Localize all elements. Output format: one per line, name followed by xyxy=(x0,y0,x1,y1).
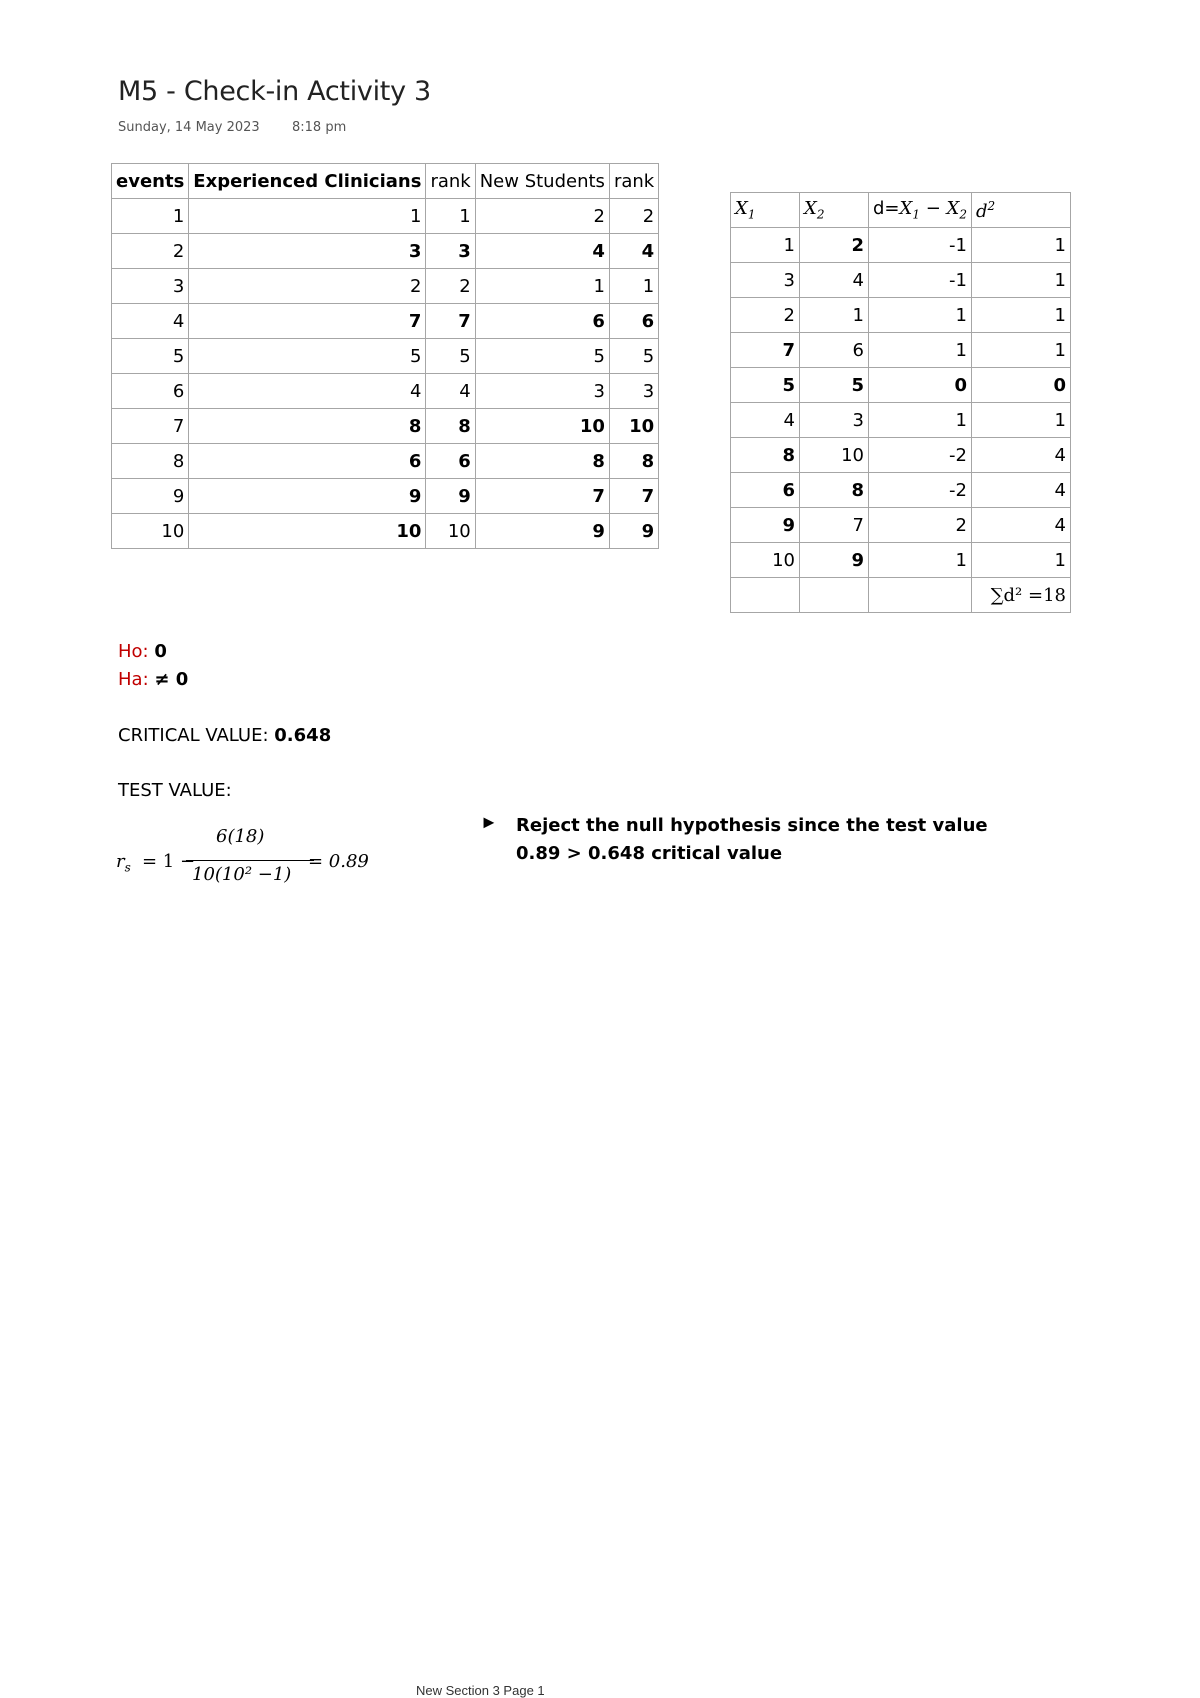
col-d: $d=X_1 - X_2$ xyxy=(869,193,972,228)
rank-table-cell: 10 xyxy=(475,409,609,444)
sum-row xyxy=(731,578,1071,613)
rank-table-cell: 4 xyxy=(112,304,189,339)
rank-table-cell: 2 xyxy=(475,199,609,234)
difference-table-row xyxy=(731,263,1071,298)
rank-table-cell: 7 xyxy=(112,409,189,444)
rank-table-cell: 3 xyxy=(112,269,189,304)
rank-table-cell: 8 xyxy=(475,444,609,479)
rank-table-row xyxy=(112,479,659,514)
formula-numerator: 6(18) xyxy=(216,826,265,847)
rank-table-row xyxy=(112,444,659,479)
rank-table-cell: 8 xyxy=(189,409,426,444)
difference-table-cell: 3 xyxy=(800,403,869,438)
difference-table-cell: 7 xyxy=(731,333,800,368)
difference-table-cell: 3 xyxy=(731,263,800,298)
rank-table-cell: 8 xyxy=(609,444,658,479)
rank-table-cell: 8 xyxy=(426,409,475,444)
sum-empty-2 xyxy=(800,578,869,613)
rank-table-cell: 7 xyxy=(189,304,426,339)
rank-table-cell: 2 xyxy=(112,234,189,269)
conclusion xyxy=(516,812,988,868)
ha-line xyxy=(118,669,188,690)
difference-table-cell: 1 xyxy=(971,263,1070,298)
critical-value-label: CRITICAL VALUE: xyxy=(118,725,269,746)
ha-value: ≠ 0 xyxy=(154,669,189,690)
rank-table-cell: 10 xyxy=(426,514,475,549)
col-x2: $X_2$ xyxy=(800,193,869,228)
difference-table-cell: 1 xyxy=(800,298,869,333)
rank-table-row xyxy=(112,304,659,339)
difference-table-row xyxy=(731,298,1071,333)
difference-table-cell: -1 xyxy=(869,263,972,298)
critical-value-line xyxy=(118,725,331,746)
difference-table-cell: 5 xyxy=(800,368,869,403)
difference-table-cell: 4 xyxy=(800,263,869,298)
ho-line xyxy=(118,641,167,662)
rank-table-row xyxy=(112,339,659,374)
rank-table-cell: 3 xyxy=(609,374,658,409)
difference-table-cell: 4 xyxy=(971,473,1070,508)
difference-table-cell: 6 xyxy=(731,473,800,508)
rank-table-cell: 4 xyxy=(609,234,658,269)
rank-table-row xyxy=(112,234,659,269)
difference-table-row xyxy=(731,228,1071,263)
formula-rs: $r_s$ xyxy=(116,851,131,875)
difference-table-row xyxy=(731,473,1071,508)
conclusion-line-1: Reject the null hypothesis since the test value xyxy=(516,815,988,836)
rank-table-row xyxy=(112,514,659,549)
conclusion-line-2: 0.89 > 0.648 critical value xyxy=(516,843,783,864)
col-x1: $X_1$ xyxy=(731,193,800,228)
rank-table-cell: 7 xyxy=(475,479,609,514)
difference-table-cell: 9 xyxy=(800,543,869,578)
col-experienced-clinicians: Experienced Clinicians xyxy=(189,164,426,199)
rank-table-cell: 9 xyxy=(112,479,189,514)
rank-table-row xyxy=(112,269,659,304)
rank-table-cell: 1 xyxy=(609,269,658,304)
rank-table-cell: 6 xyxy=(112,374,189,409)
difference-table-cell: 1 xyxy=(971,333,1070,368)
spearman-formula xyxy=(116,826,376,896)
difference-table-cell: 1 xyxy=(869,403,972,438)
rank-table-cell: 6 xyxy=(426,444,475,479)
critical-value: 0.648 xyxy=(274,725,332,746)
ho-label: Ho: xyxy=(118,641,149,662)
difference-table-row xyxy=(731,333,1071,368)
difference-table-cell: 0 xyxy=(869,368,972,403)
rank-table-cell: 6 xyxy=(609,304,658,339)
difference-table-cell: 1 xyxy=(971,543,1070,578)
difference-table-cell: 5 xyxy=(731,368,800,403)
difference-table-row xyxy=(731,368,1071,403)
difference-table-cell: 2 xyxy=(869,508,972,543)
difference-table-cell: 8 xyxy=(731,438,800,473)
difference-table-cell: 2 xyxy=(800,228,869,263)
rank-table-cell: 6 xyxy=(189,444,426,479)
difference-table-cell: 1 xyxy=(869,543,972,578)
rank-table-cell: 7 xyxy=(426,304,475,339)
rank-table-row xyxy=(112,374,659,409)
difference-table-cell: 7 xyxy=(800,508,869,543)
col-new-students: New Students xyxy=(475,164,609,199)
difference-table-cell: 4 xyxy=(971,508,1070,543)
difference-table-cell: 10 xyxy=(731,543,800,578)
difference-table-cell: 10 xyxy=(800,438,869,473)
sum-empty-1 xyxy=(731,578,800,613)
rank-table-cell: 9 xyxy=(189,479,426,514)
difference-table xyxy=(730,192,1071,613)
rank-table-cell: 9 xyxy=(475,514,609,549)
rank-table-cell: 5 xyxy=(475,339,609,374)
rank-table-cell: 10 xyxy=(609,409,658,444)
formula-denominator: 10(10² −1) xyxy=(192,864,292,885)
page-title: M5 - Check-in Activity 3 xyxy=(118,76,431,107)
difference-table-cell: 9 xyxy=(731,508,800,543)
difference-table-cell: -2 xyxy=(869,438,972,473)
difference-table-row xyxy=(731,403,1071,438)
difference-table-cell: 6 xyxy=(800,333,869,368)
difference-table-cell: 1 xyxy=(869,298,972,333)
difference-table-cell: 4 xyxy=(731,403,800,438)
difference-table-cell: 4 xyxy=(971,438,1070,473)
difference-table-row xyxy=(731,508,1071,543)
sum-empty-3 xyxy=(869,578,972,613)
difference-table-row xyxy=(731,438,1071,473)
rank-table-cell: 3 xyxy=(426,234,475,269)
rank-table-cell: 1 xyxy=(189,199,426,234)
difference-table-cell: 1 xyxy=(869,333,972,368)
col-d-squared: $d^2$ xyxy=(971,193,1070,228)
difference-table-cell: 8 xyxy=(800,473,869,508)
rank-table-cell: 4 xyxy=(426,374,475,409)
rank-table-cell: 9 xyxy=(609,514,658,549)
difference-table-cell: -1 xyxy=(869,228,972,263)
difference-table-cell: 1 xyxy=(971,228,1070,263)
difference-table-cell: 1 xyxy=(971,298,1070,333)
rank-table-cell: 10 xyxy=(112,514,189,549)
difference-table-row xyxy=(731,543,1071,578)
rank-table-cell: 3 xyxy=(189,234,426,269)
rank-table-cell: 7 xyxy=(609,479,658,514)
page-date: Sunday, 14 May 2023 xyxy=(118,120,260,135)
col-rank-2: rank xyxy=(609,164,658,199)
rank-table-header-row xyxy=(112,164,659,199)
rank-table-row xyxy=(112,199,659,234)
rank-table-cell: 10 xyxy=(189,514,426,549)
rank-table-cell: 2 xyxy=(609,199,658,234)
rank-table-cell: 5 xyxy=(426,339,475,374)
rank-table xyxy=(111,163,659,549)
rank-table-cell: 6 xyxy=(475,304,609,339)
triangle-bullet-icon: ► xyxy=(480,812,498,832)
difference-table-cell: 2 xyxy=(731,298,800,333)
formula-result: = 0.89 xyxy=(308,851,369,872)
difference-table-header-row xyxy=(731,193,1071,228)
rank-table-cell: 2 xyxy=(426,269,475,304)
rank-table-cell: 2 xyxy=(189,269,426,304)
sum-d-squared: ∑d² =18 xyxy=(971,578,1070,613)
col-events: events xyxy=(112,164,189,199)
ha-label: Ha: xyxy=(118,669,149,690)
page-footer: New Section 3 Page 1 xyxy=(416,1683,545,1698)
rank-table-cell: 3 xyxy=(475,374,609,409)
difference-table-cell: 1 xyxy=(731,228,800,263)
rank-table-cell: 1 xyxy=(475,269,609,304)
ho-value: 0 xyxy=(154,641,167,662)
rank-table-cell: 5 xyxy=(112,339,189,374)
difference-table-cell: 1 xyxy=(971,403,1070,438)
rank-table-cell: 1 xyxy=(426,199,475,234)
page-time: 8:18 pm xyxy=(292,120,347,135)
difference-table-cell: 0 xyxy=(971,368,1070,403)
fraction-bar xyxy=(186,860,314,861)
test-value-label: TEST VALUE: xyxy=(118,780,232,801)
difference-table-cell: -2 xyxy=(869,473,972,508)
rank-table-cell: 8 xyxy=(112,444,189,479)
rank-table-cell: 9 xyxy=(426,479,475,514)
rank-table-cell: 5 xyxy=(609,339,658,374)
formula-one-minus: = 1 − xyxy=(142,851,196,872)
rank-table-row xyxy=(112,409,659,444)
rank-table-cell: 4 xyxy=(475,234,609,269)
rank-table-cell: 5 xyxy=(189,339,426,374)
rank-table-cell: 1 xyxy=(112,199,189,234)
col-rank-1: rank xyxy=(426,164,475,199)
rank-table-cell: 4 xyxy=(189,374,426,409)
